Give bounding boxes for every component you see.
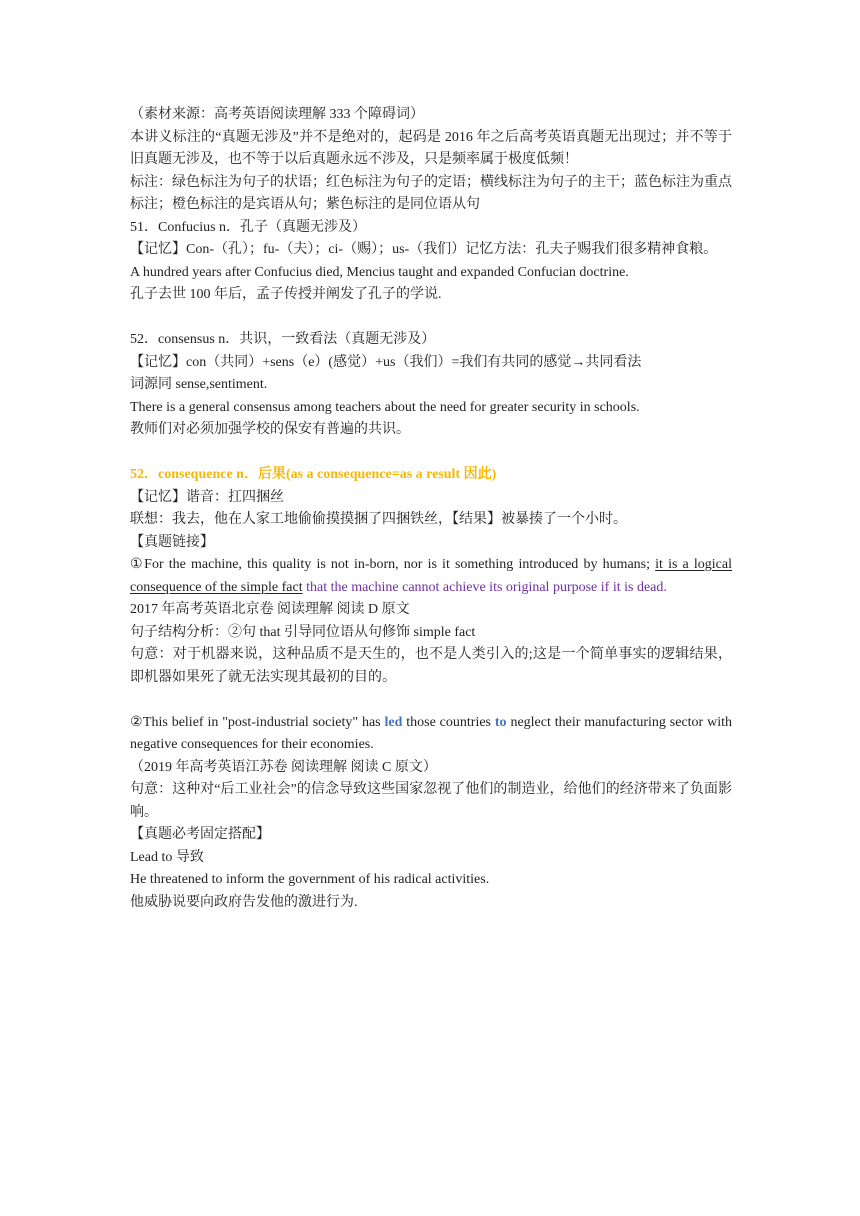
example-2-meaning: 句意：这种对“后工业社会”的信念导致这些国家忽视了他们的制造业，给他们的经济带来了负面影响。 [130, 782, 732, 820]
fixed-collocation-example-zh: 他威胁说要向政府告发他的激进行为. [130, 894, 358, 910]
entry-52b-association: 联想：我去，他在人家工地偷偷摸摸捆了四捆铁丝，【结果】被暴揍了一个小时。 [130, 512, 627, 527]
example-2-part-b: those countries [402, 714, 495, 730]
example-1-source: 2017 年高考英语北京卷 阅读理解 阅读 D 原文 [130, 602, 410, 617]
example-1-meaning: 句意：对于机器来说，这种品质不是天生的，也不是人类引入的;这是一个简单事实的逻辑结果，即机器如果死了就无法实现其最初的目的。 [130, 647, 732, 685]
entry-51-example-zh: 孔子去世 100 年后，孟子传授并阐发了孔子的学说. [130, 287, 442, 302]
exam-example-2 [130, 712, 732, 757]
entry-51-memory: 【记忆】Con-（孔）；fu-（夫）；ci-（赐）；us-（我们）记忆方法：孔夫子赐我们很多精神食粮。 [130, 242, 718, 257]
example-2-part-c: neglect their manufacturing sector with negative consequences for their economies. [130, 714, 732, 752]
entry-52b-memory: 【记忆】谐音：扛四捆丝 [130, 489, 284, 505]
entry-51-headword: 51．Confucius n．孔子（真题无涉及） [130, 219, 367, 235]
annotation-legend: 标注：绿色标注为句子的状语；红色标注为句子的定语；横线标注为句子的主干；蓝色标注为重点标注；橙色标注的是宾语从句；紫色标注的是同位语从句 [130, 174, 732, 212]
fixed-collocation-heading: 【真题必考固定搭配】 [130, 827, 270, 842]
exam-link-heading: 【真题链接】 [130, 534, 214, 550]
exam-example-1 [130, 554, 732, 599]
example-2-to-highlight: to [494, 714, 507, 730]
spacer [130, 307, 732, 330]
example-2-led-highlight: led [384, 714, 403, 730]
entry-52a-memory: 【记忆】con（共同）+sens（e）(感觉）+us（我们）=我们有共同的感觉→共同看法 [130, 354, 642, 370]
example-2-part-a: ②This belief in "post-industrial society" has [130, 714, 385, 730]
intro-note: 本讲义标注的“真题无涉及”并不是绝对的，起码是 2016 年之后高考英语真题无出现过；并不等于旧真题无涉及，也不等于以后真题永远不涉及，只是频率属于极度低频！ [130, 129, 732, 167]
document-page [130, 104, 732, 914]
example-2-source: （2019 年高考英语江苏卷 阅读理解 阅读 C 原文） [130, 759, 437, 775]
entry-51-example-en: A hundred years after Confucius died, Mencius taught and expanded Confucian doctrine. [130, 264, 629, 280]
source-line: （素材来源：高考英语阅读理解 333 个障碍词） [130, 107, 424, 122]
example-1-lead: ①For the machine, this quality is not in-born, nor is it something introduced by humans; [130, 557, 656, 572]
example-1-appositive-clause: that the machine cannot achieve its original purpose if it is dead. [302, 579, 667, 595]
spacer [130, 442, 732, 465]
entry-52a-example-zh: 教师们对必须加强学校的保安有普遍的共识。 [130, 422, 410, 437]
entry-52b-headword: 52．consequence n．后果(as a consequence=as a result 因此) [130, 467, 497, 482]
entry-52a-root: 词源同 sense,sentiment. [130, 377, 268, 392]
example-1-analysis: 句子结构分析：②句 that 引导同位语从句修饰 simple fact [130, 624, 476, 640]
fixed-collocation-example-en: He threatened to inform the government of his radical activities. [130, 872, 490, 887]
fixed-collocation-phrase: Lead to 导致 [130, 849, 204, 865]
entry-52a-headword: 52．consensus n．共识，一致看法（真题无涉及） [130, 332, 436, 347]
example-1-main-clause: it is a logical consequence of the simple fact [130, 557, 732, 595]
spacer [130, 689, 732, 712]
entry-52a-example-en: There is a general consensus among teachers about the need for greater security in schools. [130, 399, 640, 415]
